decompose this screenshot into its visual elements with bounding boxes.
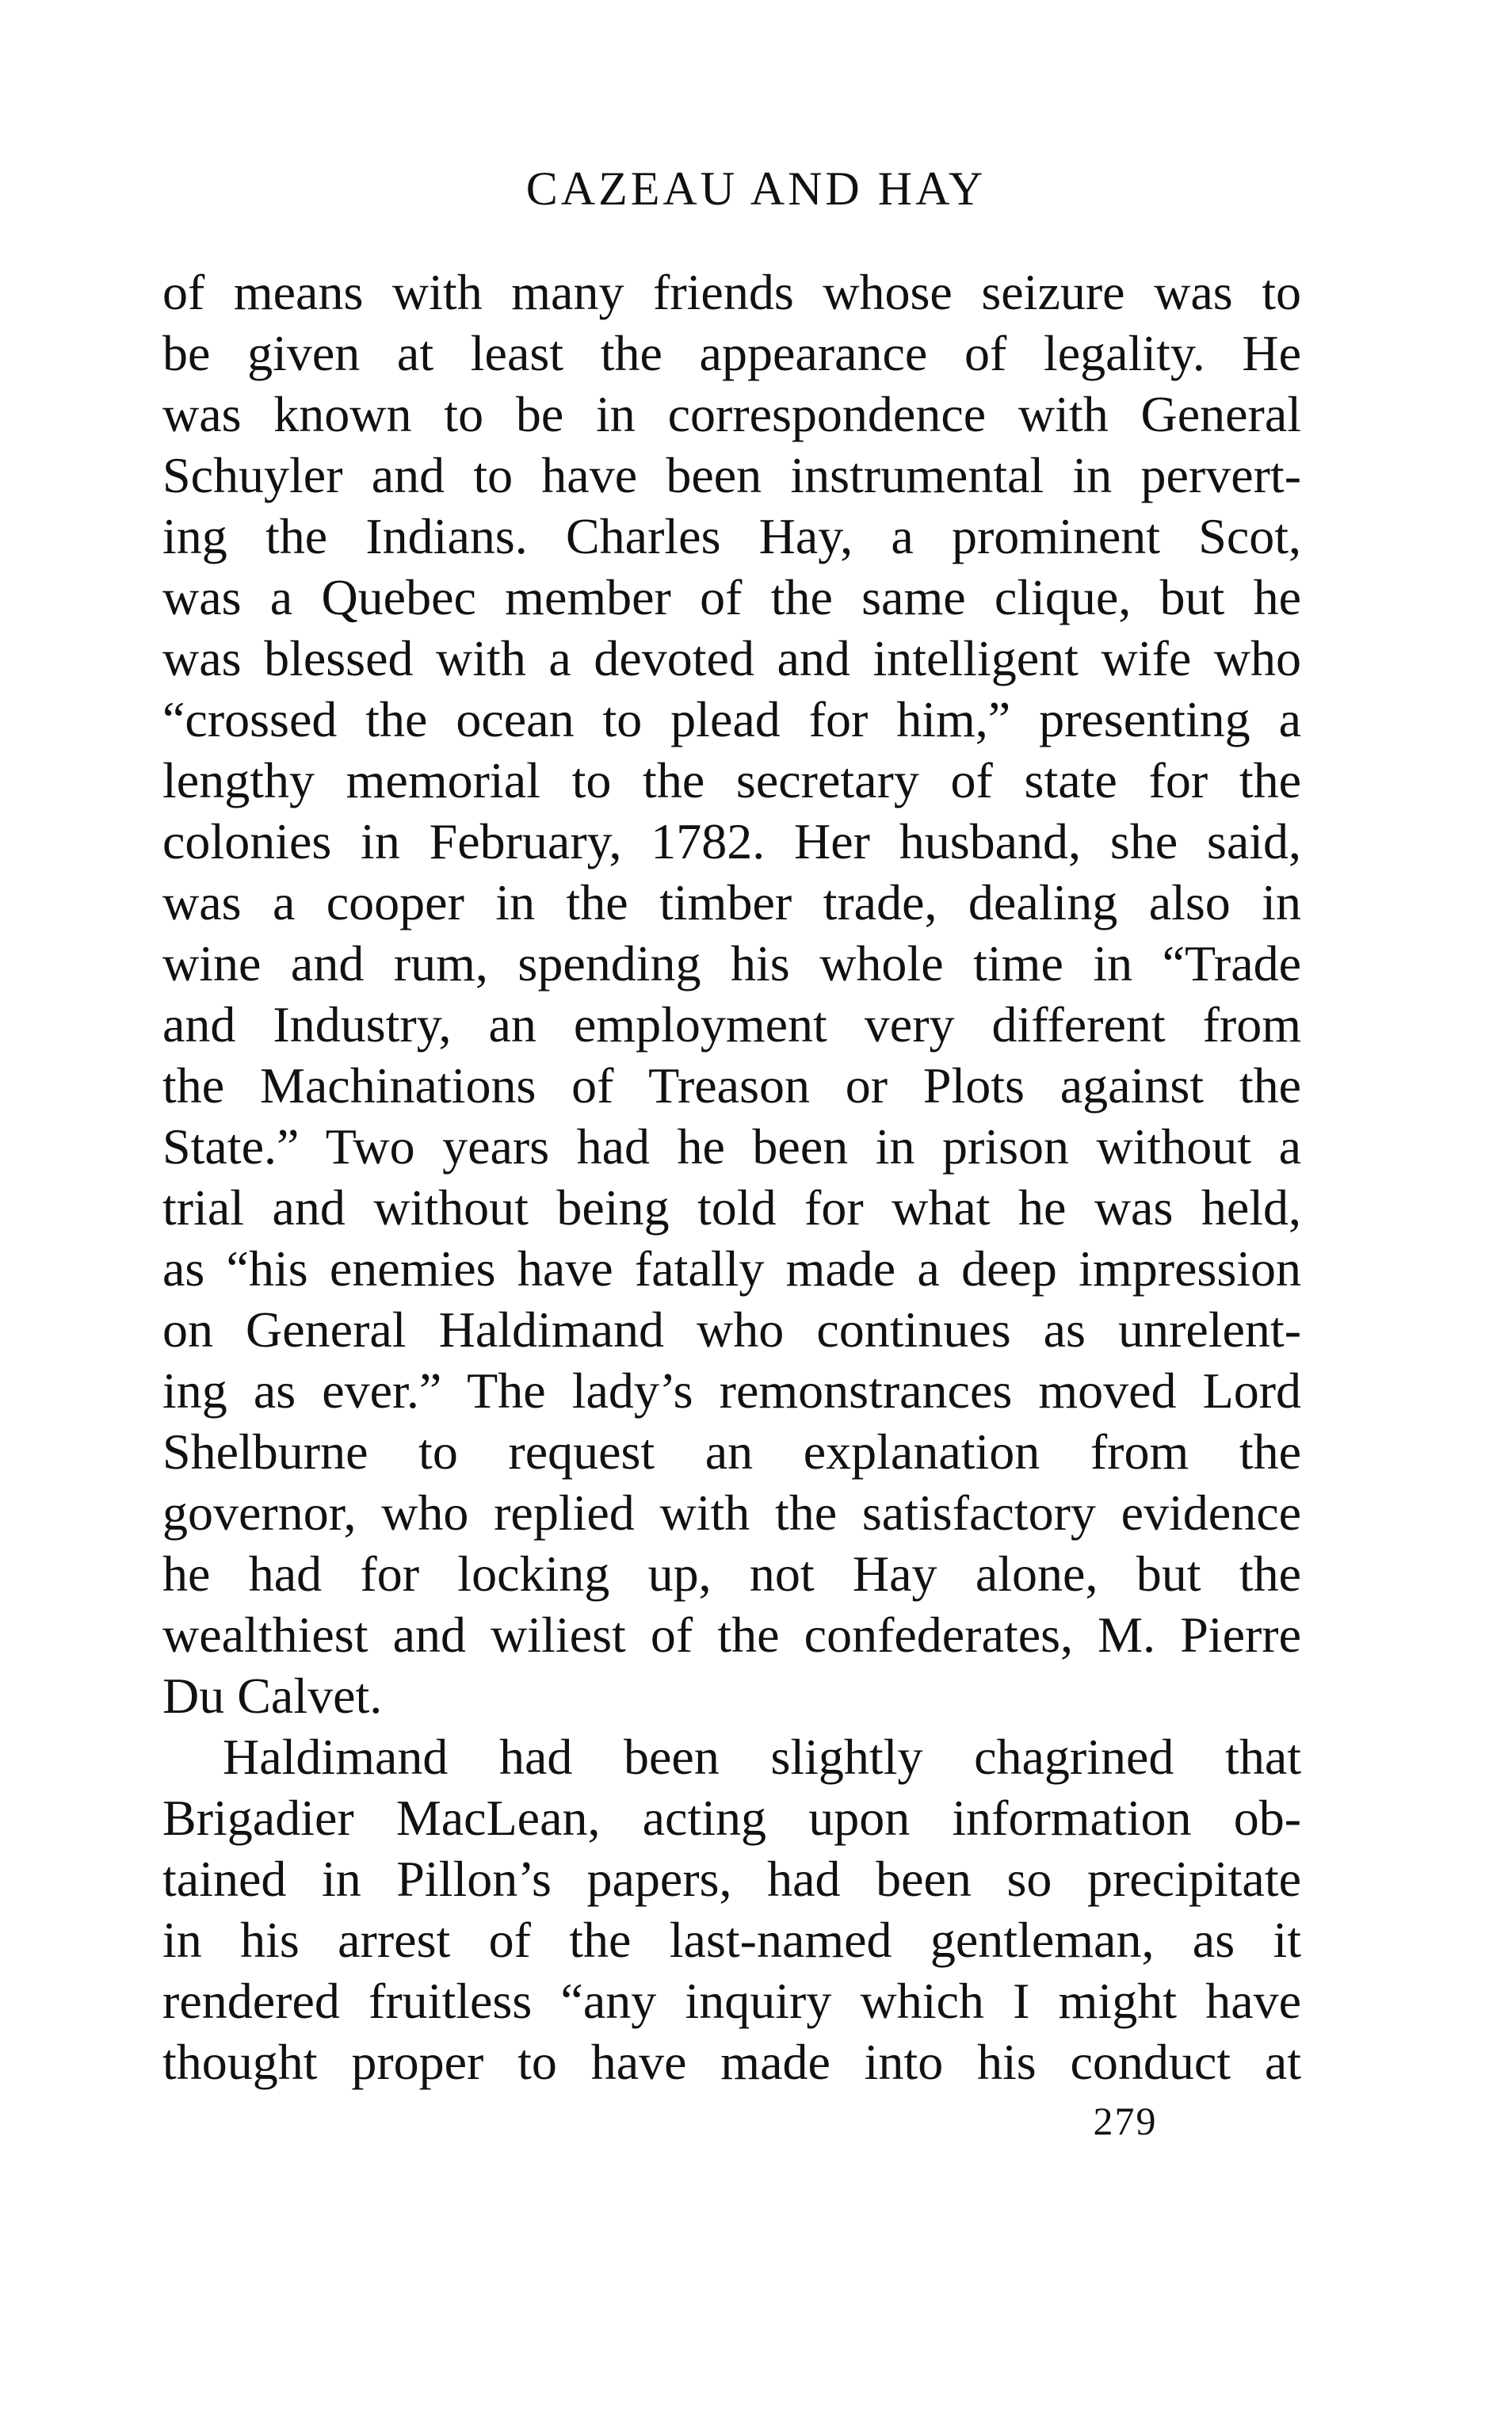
text-line: rendered fruitless “any inquiry which I might have — [162, 1973, 1301, 2029]
paragraph — [162, 262, 1301, 1726]
text-line: trial and without being told for what he was held, — [162, 1179, 1301, 1236]
text-line: Du Calvet. — [162, 1668, 383, 1724]
body-text — [162, 262, 1301, 2092]
paragraph — [162, 1726, 1301, 2092]
text-line: lengthy memorial to the secretary of state for the — [162, 752, 1301, 808]
text-line: ing as ever.” The lady’s remonstrances moved Lord — [162, 1362, 1301, 1419]
page-number: 279 — [1093, 2099, 1158, 2143]
text-line: be given at least the appearance of legality. He — [162, 325, 1301, 381]
text-line: Shelburne to request an explanation from the — [162, 1423, 1301, 1480]
text-line: was a cooper in the timber trade, dealing also in — [162, 874, 1301, 930]
text-line: the Machinations of Treason or Plots against the — [162, 1057, 1301, 1114]
text-line: of means with many friends whose seizure was to — [162, 264, 1301, 320]
text-line: wine and rum, spending his whole time in “Trade — [162, 935, 1301, 992]
text-line: tained in Pillon’s papers, had been so precipitate — [162, 1851, 1301, 1907]
text-line: on General Haldimand who continues as unrelent- — [162, 1301, 1301, 1358]
text-line: was blessed with a devoted and intelligent wife who — [162, 630, 1301, 686]
text-line: and Industry, an employment very different from — [162, 996, 1301, 1053]
text-line: as “his enemies have fatally made a deep impression — [162, 1240, 1301, 1297]
text-line: colonies in February, 1782. Her husband, she said, — [162, 813, 1301, 869]
text-line: he had for locking up, not Hay alone, but the — [162, 1546, 1301, 1602]
text-line: State.” Two years had he been in prison without a — [162, 1118, 1301, 1175]
text-line: in his arrest of the last-named gentleman, as it — [162, 1912, 1301, 1968]
text-line: Haldimand had been slightly chagrined that — [223, 1729, 1301, 1785]
text-line: Brigadier MacLean, acting upon information ob- — [162, 1790, 1301, 1846]
text-line: thought proper to have made into his conduct at — [162, 2034, 1301, 2090]
text-line: ing the Indians. Charles Hay, a prominent Scot, — [162, 508, 1301, 564]
text-line: was a Quebec member of the same clique, but he — [162, 569, 1301, 625]
text-line: “crossed the ocean to plead for him,” presenting a — [162, 691, 1301, 747]
text-line: governor, who replied with the satisfactory evidence — [162, 1485, 1301, 1541]
running-head: CAZEAU AND HAY — [525, 162, 987, 215]
text-line: was known to be in correspondence with General — [162, 386, 1301, 442]
text-line: Schuyler and to have been instrumental in pervert- — [162, 447, 1301, 503]
text-line: wealthiest and wiliest of the confederates, M. Pierre — [162, 1607, 1301, 1663]
